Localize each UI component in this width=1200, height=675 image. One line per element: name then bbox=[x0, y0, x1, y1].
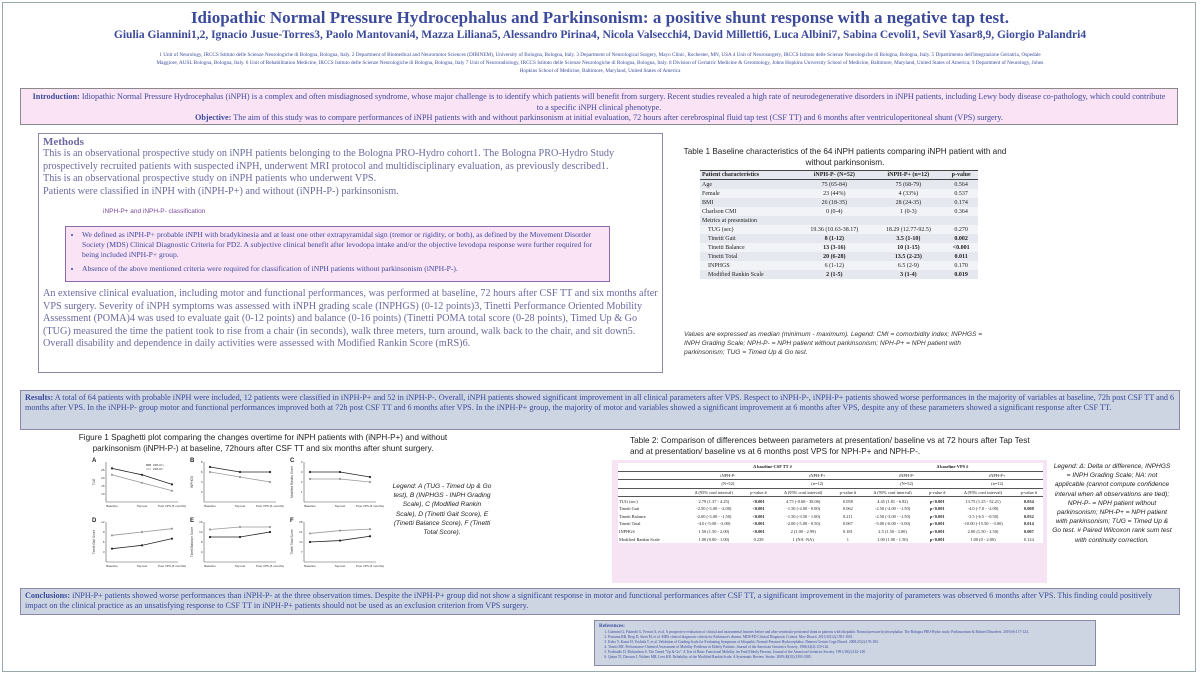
table2-cell: 1.00 (0 - 2.00) bbox=[970, 536, 996, 542]
table2-col-header: p-value # bbox=[744, 488, 772, 497]
affiliations: 1 Unit of Neurology, IRCCS Istituto delle Scienze Neurologiche di Bologna, Bologna, Italy. 2 Department of Biomedical and Neuromotor Sciences (DIBINEM), University of Bologna, Bologna, Italy. 3 Department of Neurological Surgery, Mayo Clinic, Rochester, MN, USA 4 Unit of Neurosurgery, IRCCS Istituto delle Scienze Neurologiche di Bologna, Bologna, Italy. 5 Dipartimento dell'Integrazione Geriatria, Ospedale Maggiore, AUSL Bologna, Bologna, Italy. 6 Unit of Rehabilitation Medicine, IRCCS Istituto delle Scienze Neurologiche di Bologna, Bologna, Italy 7 Unit of Neuroradiology, IRCCS Istituto delle Scienze Neurologiche di Bologna, Bologna, Italy. 8 Division of Geriatric Medicine & Gerontology, Johns Hopkins University School of Medicine, Baltimore, Maryland, United States of America; 9 Department of Neurology, Johns Hopkins School of Medicine, Baltimore, Maryland, United States of America bbox=[156, 52, 1044, 74]
series-iNPH-P+-point bbox=[269, 471, 271, 473]
series-iNPH-P--point bbox=[369, 528, 371, 530]
series-iNPH-P+-point bbox=[111, 467, 113, 469]
table1-cell: 0.537 bbox=[944, 189, 978, 198]
table1-header: p-value bbox=[944, 171, 978, 180]
table2-cell: Tinetti Balance bbox=[619, 513, 646, 519]
series-iNPH-P+-point bbox=[309, 541, 311, 543]
y-axis-label: Tinetti Total Score bbox=[290, 529, 294, 555]
spaghetti-plot-panel bbox=[190, 518, 285, 573]
table1-cell: 75 (68-79) bbox=[895, 181, 922, 188]
table2-cell: TUG (sec) bbox=[619, 498, 638, 504]
reference-item: 3. Kubo Y, Kazui H, Yoshida T, et al. Validation of Grading Scale for Evaluating Symptoms of Idiopathic Normal-Pressure Hydrocephalus. Dement Geriatr Cogn Disord. 2008;25(2):176-183. bbox=[608, 640, 1091, 645]
y-axis-label: INPHGS bbox=[190, 475, 194, 489]
table2-cell: 0.181 bbox=[842, 529, 853, 535]
table2-col-header: Δ (95% conf interval) bbox=[862, 488, 923, 497]
table1-cell bbox=[944, 216, 978, 225]
table1-cell: 8 (1-12) bbox=[824, 235, 845, 242]
spaghetti-plot-panel bbox=[290, 458, 385, 513]
conclusions-text: iNPH-P+ patients showed worse performances than iNPH-P- at the three observation times. Despite the iNPH-P+ group did not show a significant response in motor and functional performances after CSF TT, a significant improvement in the majority of parameters was observed 6 months after VPS. This finding could positively impact on the clinical practice as an unsatisfying response to CSF TT in iNPH-P+ patients should not be used as an exclusion criterion from VPS surgery. bbox=[25, 591, 1153, 611]
panel-letter: C bbox=[290, 458, 295, 464]
criteria-item: • Absence of the above mentioned criteria were required for classification of iNPH patients without parkinsonism (iNPH-P-). bbox=[82, 264, 603, 274]
series-iNPH-P--point bbox=[111, 474, 113, 476]
table2-cell: -2.00 (-5.00 - 0.50) bbox=[786, 521, 821, 527]
series-iNPH-P+-point bbox=[339, 539, 341, 541]
series-iNPH-P+-point bbox=[309, 471, 311, 473]
table2-cell: 1.00 (1.00 - 1.50) bbox=[877, 536, 908, 542]
table2-cell: -1.50 (-3.50 - 1.00) bbox=[786, 513, 821, 519]
table2-cell: 2 (1.00 - 2.99) bbox=[790, 529, 816, 535]
table1 bbox=[700, 170, 978, 279]
conclusions-box bbox=[20, 588, 1180, 615]
table1-cell: 0.170 bbox=[944, 261, 978, 270]
intro-label: Introduction: bbox=[32, 92, 80, 101]
table1-header: Patient characteristics bbox=[700, 171, 796, 180]
y-tick-label: 12 bbox=[199, 530, 203, 534]
y-tick-label: 3 bbox=[102, 550, 105, 554]
table2-cell: p<0.001 bbox=[929, 506, 945, 512]
table2-cell: 0.007 bbox=[1023, 529, 1034, 535]
x-tick-label: Post VPS (6 months) bbox=[255, 504, 285, 508]
y-tick-label: 21 bbox=[299, 530, 303, 534]
table2-cell: 2.00 (1.50 - 2.50) bbox=[967, 529, 999, 535]
series-iNPH-P+-point bbox=[141, 544, 143, 546]
table2-cell: 4.75 (-0.68 - 38.06) bbox=[786, 498, 821, 504]
table2-cell: p<0.001 bbox=[929, 498, 945, 504]
y-tick-label: 4 bbox=[200, 480, 203, 484]
x-tick-label: Baseline bbox=[304, 504, 316, 508]
series-iNPH-P--point bbox=[269, 526, 271, 528]
table1-cell: Tinetti Gait bbox=[708, 235, 736, 242]
table2-sub-header: iNPH-P- bbox=[683, 471, 772, 480]
table2-sub-header: iNPH-P+ bbox=[773, 471, 862, 480]
table2-cell: 0.058 bbox=[842, 498, 853, 504]
table2-group-header: Δ baseline-VPS # bbox=[862, 463, 1043, 471]
table2-cell: 2.5 (1.50 - 3.00) bbox=[878, 529, 907, 535]
series-iNPH-P+-point bbox=[141, 474, 143, 476]
table2-cell: 0.067 bbox=[842, 521, 853, 527]
objective-text: The aim of this study was to compare performances of iNPH patients with and without parkinsonism at initial evaluation, 72 hours after cerebrospinal fluid tap test (CSF TT) and 6 months after ventriculoperitoneal shunt (VPS) surgery. bbox=[231, 113, 1004, 122]
table2-cell: 4.45 (1.81 - 6.82) bbox=[877, 498, 908, 504]
table2-cell: 2.79 (1.37 - 4.25) bbox=[698, 498, 730, 504]
reference-item: 2. Postuma RB, Berg D, Stern M, et al. MDS clinical diagnostic criteria for Parkinson's disease. MDS-PD Clinical Diagnostic Criteria. Mov Disord. 2015;30(12):1591-1601. bbox=[608, 635, 1091, 640]
table2-cell: INPHGS bbox=[619, 529, 635, 535]
table2-row bbox=[618, 528, 1043, 536]
table2-cell: 0.211 bbox=[843, 513, 853, 519]
table2-corner bbox=[618, 471, 683, 480]
y-tick-label: 2 bbox=[300, 480, 303, 484]
classification-subheading: iNPH-P+ and iNPH-P- classification bbox=[103, 208, 206, 216]
table1-row bbox=[700, 243, 978, 252]
series-iNPH-P--point bbox=[309, 478, 311, 480]
figure1-legend: Legend: A (TUG - Timed Up & Go test), B (INPHGS - INPH Grading Scale), C (Modified Rankin Scale), D (Tinetti Gait Score), E (Tinetti Balance Score), F (Tinetti Total Score). bbox=[392, 483, 492, 537]
table1-cell: Charlson CMI bbox=[700, 207, 796, 216]
table2-row bbox=[618, 505, 1043, 513]
table2-group-header: Δ baseline-CSF TT # bbox=[683, 463, 862, 471]
x-tick-label: Baseline bbox=[204, 564, 216, 568]
spaghetti-plot-svg bbox=[92, 458, 187, 516]
series-iNPH-P--point bbox=[369, 481, 371, 483]
table2-corner bbox=[618, 480, 683, 489]
conclusions-label: Conclusions: bbox=[25, 591, 71, 600]
table2-cell: 1 (NA -NA) bbox=[792, 536, 814, 542]
table1-cell: 0.364 bbox=[944, 207, 978, 216]
table1-cell: 0.174 bbox=[954, 199, 968, 206]
table1-note: Values are expressed as median (minimum - maximum). Legend: CMI = comorbidity index; INPHGS = INPH Grading Scale; NPH-P- = NPH patient without parkinsonism; NPH-P+ = NPH patient with parkinsonism; TUG = Timed Up & Go test. bbox=[684, 331, 983, 357]
table2-cell: -5.00 (-6.00 - -3.00) bbox=[874, 521, 911, 527]
objective-label: Objective: bbox=[194, 113, 232, 122]
table1-cell: BMI bbox=[702, 199, 714, 206]
reference-item: 1. Giannini G, Palandri G, Ferrari A, et al. A prospective evaluation of clinical and instrumental features before and after ventriculo-peritoneal shunt in patients with idiopathic Normal pressure hydrocephalus: The Bologna PRO-Hydro study. Parkinsonism & Related Disorders. 2019;66:117-124. bbox=[608, 630, 1091, 635]
table2-cell: -10.00 (-15.50 - -3.00) bbox=[963, 521, 1003, 527]
y-tick-label: 6 bbox=[102, 540, 105, 544]
spaghetti-plot-panel bbox=[190, 458, 285, 513]
series-iNPH-P+-point bbox=[209, 536, 211, 538]
table1-cell: 0.002 bbox=[954, 235, 968, 242]
panel-letter: F bbox=[290, 518, 294, 524]
x-tick-label: Baseline bbox=[204, 504, 216, 508]
table1-cell: Female bbox=[700, 189, 796, 198]
table2-cell: 1 bbox=[846, 536, 849, 542]
table2-cell: 1.00 (0.00 - 1.00) bbox=[698, 536, 730, 542]
series-iNPH-P+-line bbox=[112, 539, 172, 549]
table1-cell: Tinetti Balance bbox=[700, 243, 796, 252]
series-iNPH-P+-point bbox=[239, 536, 241, 538]
table1-cell: 0.270 bbox=[944, 225, 978, 234]
methods-paragraph: This is an observational prospective study on iNPH patients who underwent VPS. bbox=[43, 173, 377, 185]
reference-item: 6. Quinn TJ, Dawson J, Walters MR, Lees KR. Reliability of the Modified Rankin Scale: A Systematic Review. Stroke. 2009;40(10):3393-3395. bbox=[608, 655, 1091, 660]
y-tick-label: 9 bbox=[102, 530, 105, 534]
table2-n-header: (n=12) bbox=[773, 480, 862, 489]
table2-row bbox=[618, 535, 1043, 543]
table2-cell: <0.001 bbox=[752, 513, 765, 519]
table1-header: iNPH-P- (N=52) bbox=[796, 171, 872, 180]
table2-cell: 1.50 (1.50 - 2.00) bbox=[698, 529, 730, 535]
series-iNPH-P--point bbox=[141, 482, 143, 484]
y-tick-label: 1 bbox=[300, 490, 303, 494]
series-iNPH-P--point bbox=[239, 476, 241, 478]
y-tick-label: 14 bbox=[299, 540, 303, 544]
table2-corner bbox=[618, 463, 683, 471]
y-tick-label: 12 bbox=[101, 520, 105, 524]
results-label: Results: bbox=[25, 393, 54, 402]
table1-cell: 0.011 bbox=[954, 253, 968, 260]
y-tick-label: 6 bbox=[200, 470, 203, 474]
table2-cell: <0.001 bbox=[752, 498, 765, 504]
table2-cell: -3.5 (-6.5 - -0.50) bbox=[967, 513, 999, 519]
table2-cell: -2.50 (-3.00 - -1.50) bbox=[874, 513, 911, 519]
spaghetti-plot-svg bbox=[190, 518, 285, 576]
table1-cell: 19.36 (10.63-38.17) bbox=[796, 225, 872, 234]
series-iNPH-P+-point bbox=[209, 466, 211, 468]
classification-criteria-box bbox=[65, 226, 610, 282]
table1-cell: 18.29 (12.77-92.5) bbox=[872, 225, 944, 234]
table2-cell: 0.062 bbox=[842, 506, 853, 512]
table1-row bbox=[700, 270, 978, 279]
table2-cell: 0.239 bbox=[753, 536, 764, 542]
y-tick-label: 3 bbox=[300, 470, 303, 474]
y-tick-label: 28 bbox=[299, 520, 303, 524]
series-iNPH-P--point bbox=[209, 528, 211, 530]
table2-n-header: (n=12) bbox=[951, 480, 1043, 489]
table2-corner bbox=[618, 488, 683, 497]
table1-cell: 4 (33%) bbox=[872, 189, 944, 198]
table1-cell: 1 (0-3) bbox=[872, 207, 944, 216]
legend-entry: iNPH-P+ bbox=[153, 463, 164, 467]
table1-row bbox=[700, 216, 978, 225]
y-tick-label: 4 bbox=[300, 460, 303, 464]
table1-cell: 75 (65-84) bbox=[821, 181, 848, 188]
table1-cell: 20 (6-28) bbox=[823, 253, 846, 260]
criteria-item: • We defined as iNPH-P+ probable iNPH with bradykinesia and at least one other extrapyramidal sign (tremor or rigidity, or both), as defined by the Movement Disorder Society (MDS) Clinical Diagnostic Criteria for PD2. A subjective clinical benefit after levodopa intake and/or the objective levodopa response were further required for being included iNPH-P+ group. bbox=[82, 230, 603, 260]
y-tick-label: 7 bbox=[300, 550, 303, 554]
table2-sub-header: iNPH-P+ bbox=[951, 471, 1043, 480]
spaghetti-plot-svg bbox=[190, 458, 285, 516]
table1-header: iNPH-P+ (n=12) bbox=[872, 171, 944, 180]
x-tick-label: Tap test bbox=[136, 504, 148, 508]
y-tick-label: 10 bbox=[101, 492, 105, 496]
table2-cell: p<0.001 bbox=[929, 529, 945, 535]
legend-entry: iNPH-P- bbox=[153, 467, 164, 471]
series-iNPH-P+-point bbox=[111, 548, 113, 550]
spaghetti-plot-svg bbox=[290, 518, 385, 576]
table2-cell: -2.50 (-3.00 - -2.00) bbox=[696, 506, 732, 512]
table2-legend: Legend: Δ: Delta or difference, INPHGS = INPH Grading Scale; NA: not applicable (cannot compute confidence interval when all observations are tied); NPH-P- = NPH patient without parkinsonism; NPH-P+ = NPH patient with parkinsonism; TUG = Timed Up & Go test. # Paired Wilcoxon rank sum test with continuity correction. bbox=[1052, 463, 1172, 544]
author-list: Giulia Giannini1,2, Ignacio Jusue-Torres3, Paolo Mantovani4, Mazza Liliana5, Alessandro Pirina4, Nicola Valsecchi4, David Milletti6, Luca Albini7, Sabina Cevoli1, Sevil Yasar8,9, Giorgio Palandri4 bbox=[113, 29, 1087, 41]
x-tick-label: Baseline bbox=[304, 564, 316, 568]
series-iNPH-P+-point bbox=[239, 471, 241, 473]
series-iNPH-P--point bbox=[269, 481, 271, 483]
y-tick-label: 16 bbox=[199, 520, 203, 524]
table2-cell: 0.034 bbox=[1023, 498, 1034, 504]
table1-cell: 10 (1-15) bbox=[872, 243, 944, 252]
table2-col-header: Δ (95% conf interval) bbox=[951, 488, 1014, 497]
table2-col-header: Δ (95% conf interval) bbox=[683, 488, 744, 497]
series-iNPH-P--point bbox=[209, 471, 211, 473]
table2-cell: 13.75 (1.25 - 52.21) bbox=[965, 498, 1001, 504]
table2-caption: Table 2: Comparison of differences between parameters at presentation/ baseline vs at 72 hours after Tap Test and at presentation/ baseline vs at 6 months post VPS for NPH-P+ and NPH-P-. bbox=[630, 436, 1030, 456]
figure1-caption: Figure 1 Spaghetti plot comparing the changes overtime for iNPH patients with (iNPH-P+) and without parkinsonism (iNPH-P-) at baseline, 72hours after CSF TT and six months after shunt surgery. bbox=[78, 433, 448, 453]
table1-cell: <0.001 bbox=[944, 243, 978, 252]
table1-cell: 13.5 (2-23) bbox=[894, 253, 922, 260]
table1-cell: 2 (1-5) bbox=[826, 271, 843, 278]
table2-cell: p<0.001 bbox=[929, 536, 945, 542]
table1-row bbox=[700, 225, 978, 234]
table1-cell: 13 (3-16) bbox=[796, 243, 872, 252]
table2-cell: Modified Rankin Scale bbox=[619, 536, 660, 542]
x-tick-label: Baseline bbox=[106, 504, 118, 508]
y-axis-label: Tinetti Balance Score bbox=[190, 526, 194, 558]
methods-box bbox=[38, 133, 663, 373]
y-tick-label: 8 bbox=[200, 460, 203, 464]
series-iNPH-P--point bbox=[141, 531, 143, 533]
table2-cell: -4.0 (-7.0 - -2.00) bbox=[967, 506, 999, 512]
x-tick-label: Tap test bbox=[136, 564, 148, 568]
y-tick-label: 25 bbox=[101, 468, 105, 472]
series-iNPH-P--point bbox=[339, 529, 341, 531]
table1-cell: 3 (1-4) bbox=[900, 271, 917, 278]
y-axis-label: Modified Rankin Score bbox=[290, 465, 294, 499]
panel-letter: E bbox=[190, 518, 195, 524]
table1-cell: Modified Rankin Scale bbox=[708, 271, 764, 278]
spaghetti-plot-panel bbox=[92, 518, 187, 573]
series-iNPH-P+-point bbox=[171, 538, 173, 540]
table2-cell: 0.014 bbox=[1023, 521, 1034, 527]
panel-letter: A bbox=[92, 458, 97, 464]
table2-col-header: Δ (95% conf interval) bbox=[773, 488, 834, 497]
table2-cell: <0.001 bbox=[752, 521, 765, 527]
methods-paragraph: Patients were classified in iNPH with (iNPH-P+) and without (iNPH-P-) parkinsonism. bbox=[43, 185, 399, 197]
panel-letter: D bbox=[92, 518, 97, 524]
y-tick-label: 2 bbox=[200, 490, 203, 494]
series-iNPH-P+-point bbox=[369, 535, 371, 537]
x-tick-label: Baseline bbox=[106, 564, 118, 568]
table1-row bbox=[700, 207, 978, 216]
table2-row bbox=[618, 513, 1043, 521]
series-iNPH-P--point bbox=[171, 490, 173, 492]
table2-cell: Tinetti Total bbox=[619, 521, 641, 527]
table2 bbox=[618, 463, 1043, 543]
results-text: A total of 64 patients with probable iNPH were included, 12 patients were classified in iNPH-P+ and 52 in iNPH-P-. Overall, iNPH patients showed significant improvement in all clinical parameters after VPS. Respect to iNPH-P-, iNPH-P+ patients showed worse performances in the majority of variables at baseline, 72h post CSF TT and 6 months after VPS. In the iNPH-P- group motor and functional performances improved both at 72h post CSF TT and 6 months after VPS. In the iNPH-P+ group, the majority of motor and variables showed a significant improvement at 6 months after VPS, despite any of these parameters showed a significant response after CSF TT. bbox=[25, 393, 1175, 413]
spaghetti-plot-panel bbox=[290, 518, 385, 573]
table1-row bbox=[700, 261, 978, 270]
table1-row bbox=[700, 180, 978, 190]
table1-caption: Table 1 Baseline characteristics of the 64 iNPH patients comparing iNPH patient with and without parkinsonism. bbox=[683, 147, 1007, 167]
table1-cell: Age bbox=[702, 181, 712, 188]
series-iNPH-P+-point bbox=[269, 531, 271, 533]
references-list bbox=[599, 630, 1091, 660]
table1-cell: 3.5 (1-10) bbox=[896, 235, 921, 242]
table2-n-header: (N=52) bbox=[862, 480, 951, 489]
table2-cell: 0.032 bbox=[1023, 513, 1034, 519]
series-iNPH-P--point bbox=[239, 526, 241, 528]
series-iNPH-P--point bbox=[309, 532, 311, 534]
table2-cell: Tinetti Gait bbox=[619, 506, 640, 512]
series-iNPH-P+-point bbox=[171, 483, 173, 485]
table1-cell: 6.5 (2-9) bbox=[872, 261, 944, 270]
table1-cell: 26 (18-35) bbox=[821, 199, 848, 206]
spaghetti-plot-svg bbox=[290, 458, 385, 516]
table1-row bbox=[700, 252, 978, 261]
table2-cell: p<0.001 bbox=[929, 513, 945, 519]
table2-cell: <0.001 bbox=[752, 506, 765, 512]
x-tick-label: Tap test bbox=[234, 564, 246, 568]
series-iNPH-P--point bbox=[111, 534, 113, 536]
panel-letter: B bbox=[190, 458, 195, 464]
x-tick-label: Post VPS (6 months) bbox=[255, 564, 285, 568]
table1-row bbox=[700, 189, 978, 198]
references-box bbox=[594, 620, 1096, 666]
table1-cell: 28 (24-35) bbox=[895, 199, 922, 206]
x-tick-label: Post VPS (6 months) bbox=[355, 504, 385, 508]
table2-cell: 0.124 bbox=[1023, 536, 1034, 542]
table1-cell: 23 (44%) bbox=[796, 189, 872, 198]
y-axis-label: TUG bbox=[92, 478, 96, 486]
poster-title: Idiopathic Normal Pressure Hydrocephalus and Parkinsonism: a positive shunt response with a negative tap test. bbox=[190, 8, 1010, 27]
series-iNPH-P--point bbox=[339, 478, 341, 480]
table1-cell: 0.564 bbox=[954, 181, 968, 188]
x-tick-label: Tap test bbox=[334, 504, 346, 508]
x-tick-label: Post VPS (6 months) bbox=[355, 564, 385, 568]
table2-cell: 0.008 bbox=[1023, 506, 1034, 512]
table1-cell: Metrics at presentation bbox=[702, 217, 757, 224]
table2-col-header: p-value # bbox=[1015, 488, 1043, 497]
y-tick-label: 4 bbox=[200, 550, 203, 554]
methods-paragraph: An extensive clinical evaluation, including motor and functional performances, was performed at baseline, 72 hours after CSF TT and six months after VPS surgery. Severity of iNPH symptoms was assessed with iNPH grading scale (INPHGS) (0-12 points)3, Tinetti Performance Oriented Mobility Assessment (POMA)4 was used to evaluate gait (0-12 points) and balance (0-16 points) (Tinetti POMA total score (0-28 points), Timed Up & Go (TUG) measured the time the patient took to rise from a chair (in seconds), walk three meters, turn around, walk back to the chair, and sit down5. Overall disability and dependence in daily activities were assessed with Modified Rankin Score (mRS)6. bbox=[43, 288, 658, 350]
table2-cell: -4.0 (-5.00 - -3.00) bbox=[697, 521, 731, 527]
table1-cell: 6 (1-12) bbox=[796, 261, 872, 270]
intro-text: Idiopathic Normal Pressure Hydrocephalus (iNPH) is a complex and often misdiagnosed syndrome, whose major challenge is to identify which patients will benefit from surgery. Recent studies revealed a high rate of neurodegenerative disorders in iNPH patients, including Lewy body disease co-pathology, which could contribute to a specific iNPH clinical phenotype. bbox=[79, 92, 1166, 112]
table2-col-header: p-value # bbox=[834, 488, 862, 497]
table2-col-header: p-value # bbox=[923, 488, 951, 497]
table2-row bbox=[618, 520, 1043, 528]
table1-cell: 0.019 bbox=[954, 271, 968, 278]
methods-paragraph: This is an observational prospective study on iNPH patients belonging to the Bologna PRO-Hydro cohort1. The Bologna PRO-Hydro Study prospectively recruited patients with suspected iNPH, underwent MRI protocol and multidisciplinary evaluation, as previously described1. bbox=[43, 148, 615, 172]
y-tick-label: 20 bbox=[101, 476, 105, 480]
table2-n-header: (N=52) bbox=[683, 480, 772, 489]
table2-sub-header: iNPH-P- bbox=[862, 471, 951, 480]
table2-row bbox=[618, 497, 1043, 505]
table1-cell bbox=[796, 216, 872, 225]
table1-row bbox=[700, 198, 978, 207]
table2-cell: p<0.001 bbox=[929, 521, 945, 527]
y-axis-label: Tinetti Gait Score bbox=[92, 529, 96, 555]
x-tick-label: Post VPS (6 months) bbox=[157, 504, 187, 508]
table1-cell: Tinetti Total bbox=[708, 253, 738, 260]
reference-item: 4. Tinetti ME. Performance-Oriented Assessment of Mobility Problems in Elderly Patients. Journal of the American Geriatrics Society. 1986;34(2):119-126. bbox=[608, 645, 1091, 650]
spaghetti-plot-panel bbox=[92, 458, 187, 513]
series-iNPH-P--point bbox=[171, 528, 173, 530]
series-iNPH-P+-point bbox=[369, 476, 371, 478]
results-box bbox=[20, 390, 1180, 430]
table2-cell: -2.00 (-3.00 - -1.50) bbox=[696, 513, 732, 519]
series-iNPH-P+-point bbox=[339, 471, 341, 473]
y-tick-label: 8 bbox=[200, 540, 203, 544]
introduction-box bbox=[20, 88, 1178, 125]
table2-cell: -2.50 (-4.00 - -1.50) bbox=[874, 506, 911, 512]
y-tick-label: 15 bbox=[101, 484, 105, 488]
x-tick-label: Tap test bbox=[334, 564, 346, 568]
x-tick-label: Post VPS (6 months) bbox=[157, 564, 187, 568]
table1-cell bbox=[872, 216, 944, 225]
table1-cell: TUG (sec) bbox=[700, 225, 796, 234]
table1-row bbox=[700, 234, 978, 243]
table2-cell: <0.001 bbox=[752, 529, 765, 535]
reference-item: 5. Podsiadlo D, Richardson S. The Timed "Up & Go": A Test of Basic Functional Mobility for Frail Elderly Persons. Journal of the American Geriatrics Society. 1991;39(2):142-148. bbox=[608, 650, 1091, 655]
methods-heading: Methods bbox=[43, 136, 84, 148]
spaghetti-plot-svg bbox=[92, 518, 187, 576]
table1-cell: 0 (0-4) bbox=[796, 207, 872, 216]
x-tick-label: Tap test bbox=[234, 504, 246, 508]
references-heading: References: bbox=[599, 623, 625, 629]
table1-cell: INPHGS bbox=[700, 261, 796, 270]
table2-cell: -1.50 (-4.00 - 0.00) bbox=[786, 506, 821, 512]
